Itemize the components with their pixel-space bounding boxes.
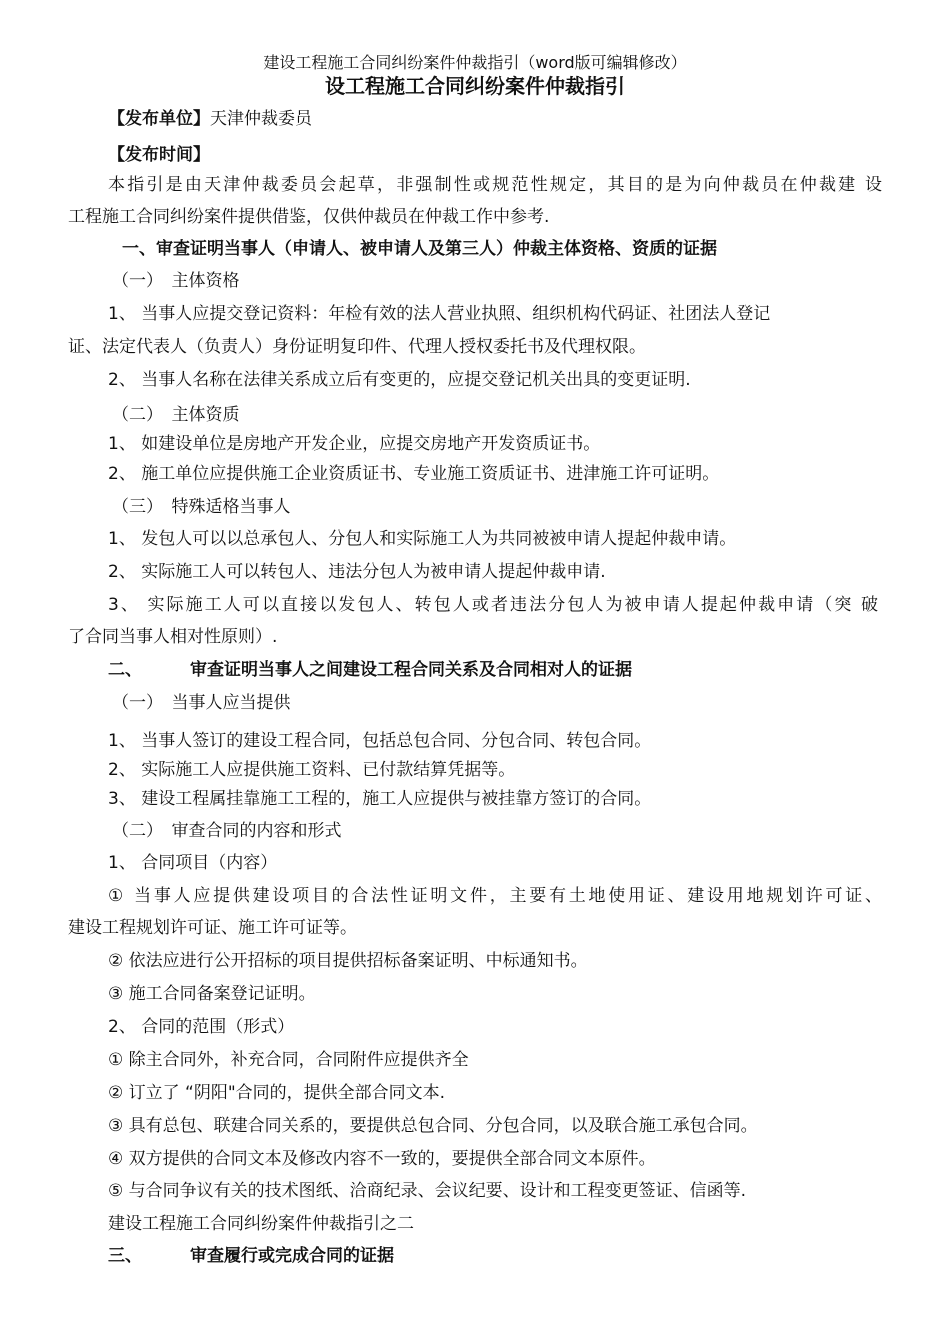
section-2-sub-2-item-1: 1、 合同项目（内容） xyxy=(108,853,278,873)
page-header: 建设工程施工合同纠纷案件仲裁指引（word版可编辑修改） xyxy=(263,53,687,72)
intro-line-2: 工程施工合同纠纷案件提供借鉴，仅供仲裁员在仲裁工作中参考. xyxy=(68,207,550,227)
contract-form-3: ③ 具有总包、联建合同关系的，要提供总包合同、分包合同，以及联合施工承包合同。 xyxy=(108,1116,758,1136)
contract-content-2: ② 依法应进行公开招标的项目提供招标备案证明、中标通知书。 xyxy=(108,951,588,971)
section-2-sub-2-item-2: 2、 合同的范围（形式） xyxy=(108,1017,295,1037)
section-1-sub-2-item-2: 2、 施工单位应提供施工企业资质证书、专业施工资质证书、进津施工许可证明。 xyxy=(108,464,720,484)
document-title: 设工程施工合同纠纷案件仲裁指引 xyxy=(325,74,625,98)
contract-content-1b: 建设工程规划许可证、施工许可证等。 xyxy=(68,918,357,938)
intro-line-1: 本指引是由天津仲裁委员会起草，非强制性或规范性规定，其目的是为向仲裁员在仲裁建 设 xyxy=(108,175,882,195)
section-2-sub-2: （二） 审查合同的内容和形式 xyxy=(112,821,342,841)
section-1-sub-1-item-1b: 证、法定代表人（负责人）身份证明复印件、代理人授权委托书及代理权限。 xyxy=(68,337,646,357)
contract-content-3: ③ 施工合同备案登记证明。 xyxy=(108,984,316,1004)
section-1-sub-3-item-1: 1、 发包人可以以总承包人、分包人和实际施工人为共同被被申请人提起仲裁申请。 xyxy=(108,529,737,549)
section-1-sub-3-item-2: 2、 实际施工人可以转包人、违法分包人为被申请人提起仲裁申请. xyxy=(108,562,606,582)
part-2-title: 建设工程施工合同纠纷案件仲裁指引之二 xyxy=(108,1214,414,1234)
contract-form-4: ④ 双方提供的合同文本及修改内容不一致的，要提供全部合同文本原件。 xyxy=(108,1149,656,1169)
section-1-sub-2-item-1: 1、 如建设单位是房地产开发企业，应提交房地产开发资质证书。 xyxy=(108,434,601,454)
section-1-sub-1: （一） 主体资格 xyxy=(112,271,240,291)
section-2-number: 二、 xyxy=(108,660,142,680)
contract-form-1: ① 除主合同外，补充合同，合同附件应提供齐全 xyxy=(108,1050,469,1070)
publisher-row xyxy=(108,108,312,130)
publisher-value: 天津仲裁委员 xyxy=(210,109,312,129)
section-1-sub-1-item-1a: 1、 当事人应提交登记资料：年检有效的法人营业执照、组织机构代码证、社团法人登记 xyxy=(108,304,771,324)
section-1-sub-1-item-2: 2、 当事人名称在法律关系成立后有变更的，应提交登记机关出具的变更证明. xyxy=(108,370,691,390)
contract-content-1a: ① 当事人应提供建设项目的合法性证明文件，主要有土地使用证、建设用地规划许可证、 xyxy=(108,886,882,906)
contract-form-5: ⑤ 与合同争议有关的技术图纸、洽商纪录、会议纪要、设计和工程变更签证、信函等. xyxy=(108,1181,747,1201)
section-1-sub-3: （三） 特殊适格当事人 xyxy=(112,497,291,517)
section-3-number: 三、 xyxy=(108,1246,142,1266)
section-1-heading: 一、审查证明当事人（申请人、被申请人及第三人）仲裁主体资格、资质的证据 xyxy=(122,239,717,259)
section-2-sub-1-item-3: 3、 建设工程属挂靠施工工程的，施工人应提供与被挂靠方签订的合同。 xyxy=(108,789,652,809)
section-2-heading xyxy=(108,659,632,681)
section-1-sub-2: （二） 主体资质 xyxy=(112,405,240,425)
publish-time-label: 【发布时间】 xyxy=(108,145,210,165)
publisher-label: 【发布单位】 xyxy=(108,109,210,129)
section-3-title: 审查履行或完成合同的证据 xyxy=(190,1246,394,1266)
section-2-sub-1-item-1: 1、 当事人签订的建设工程合同，包括总包合同、分包合同、转包合同。 xyxy=(108,731,652,751)
section-1-sub-3-item-3b: 了合同当事人相对性原则）. xyxy=(68,627,278,647)
section-2-sub-1: （一） 当事人应当提供 xyxy=(112,693,291,713)
section-2-title: 审查证明当事人之间建设工程合同关系及合同相对人的证据 xyxy=(190,660,632,680)
contract-form-2: ② 订立了 “阴阳"合同的，提供全部合同文本. xyxy=(108,1083,446,1103)
section-1-sub-3-item-3a: 3、 实际施工人可以直接以发包人、转包人或者违法分包人为被申请人提起仲裁申请（突 破 xyxy=(108,595,878,615)
section-2-sub-1-item-2: 2、 实际施工人应提供施工资料、已付款结算凭据等。 xyxy=(108,760,516,780)
section-3-heading xyxy=(108,1245,394,1267)
